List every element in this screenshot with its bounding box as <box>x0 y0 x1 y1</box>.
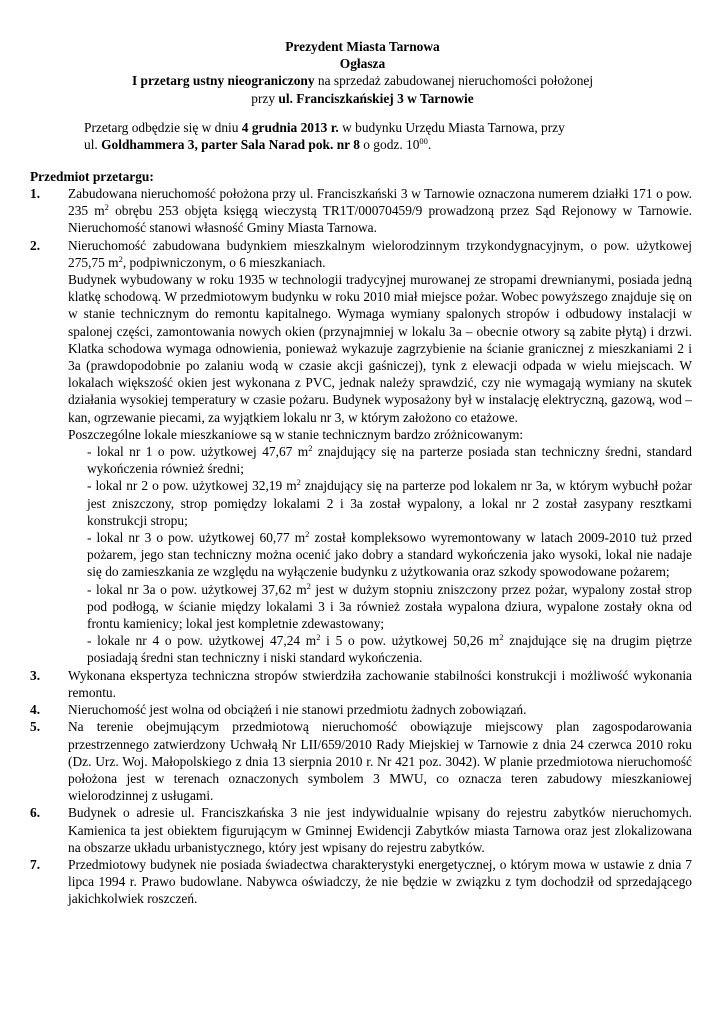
list-item: 5. Na terenie obejmującym przedmiotową nieruchomość obowiązuje miejscowy plan zagospodarowania przestrzennego zatwierdzony Uchwałą Nr LII/659/2010 Rady Miejskiej w Tarnowie z dnia 24 czerwca 2010 roku (Dz. Urz. Woj. Małopolskiego z dnia 13 sierpnia 2010 r. Nr 421 poz. 3042). W planie przedmiotowa nieruchomość położona jest w terenach oznaczonych symbolem 3 MWU, co oznacza teren zabudowy mieszkaniowej wielorodzinnej z usługami. <box>30 719 692 804</box>
list-item: 6. Budynek o adresie ul. Franciszkańska 3 nie jest indywidualnie wpisany do rejestru zabytków nieruchomych. Kamienica ta jest obiektem figurującym w Gminnej Ewidencji Zabytków miasta Tarnowa oraz jest zlokalizowana na obszarze układu urbanistycznego, który jest wpisany do rejestru zabytków. <box>30 805 692 855</box>
list-item: 3. Wykonana ekspertyza techniczna stropów stwierdziła zachowanie stabilności konstrukcji i możliwość wykonania remontu. <box>30 667 692 700</box>
building-description: Budynek wybudowany w roku 1935 w technologii tradycyjnej murowanej ze stropami drewnianymi, posiada jedną klatkę schodową. W przedmiotowym budynku w roku 2010 miał miejsce pożar. Wobec powyższego znajduje się on w stanie technicznym do remontu kapitalnego. Wymaga wymiany spalonych stropów i odbudowy instalacji w spalonej części, zamontowania nowych okien (przynajmniej w lokalu 3a – obecnie otwory są zabite płytą) i drzwi. Klatka schodowa wymaga odnowienia, ponieważ wykazuje zagrzybienie na ścianie granicznej z mieszkaniami 2 i 3a (prawdopodobnie po zalaniu wodą w czasie akcji gaśniczej), tynk z elewacji odpada w wielu miejscach. W lokalach większość okien jest wykonana z PVC, jednak należy sprawdzić, czy nie wymagają wymiany na skutek działania wysokiej temperatury w czasie pożaru. Budynek wyposażony był w instalację elektryczną, gazową, wod – kan, ogrzewanie piecami, za wyjątkiem lokalu nr 3, w którym założono co etażowe. <box>68 272 692 425</box>
list-item: 7. Przedmiotowy budynek nie posiada świadectwa charakterystyki energetycznej, o którym mowa w ustawie z dnia 7 lipca 1994 r. Prawo budowlane. Nabywca oświadczy, że nie będzie w związku z tym dochodził od sprzedającego jakichkolwiek roszczeń. <box>30 856 692 907</box>
unit-3a: - lokal nr 3a o pow. użytkowej 37,62 $m^2$ jest w dużym stopniu zniszczony przez pożar, wypalony został strop pod podłogą, w ścianie między lokalami 3 i 3a również została wypalona dziura, wypalone zostały okna od frontu kamienicy; lokal jest kompletnie zdewastowany; <box>87 580 693 632</box>
subject-list <box>30 185 692 908</box>
list-item: 1. Zabudowana nieruchomość położona przy ul. Franciszkański 3 w Tarnowie oznaczona numerem działki 171 o pow. 235 $m^2$ obrębu 253 objęta księgą wieczystą TR1T/00070459/9 prowadzoną przez Sąd Rejonowy w Tarnowie. Nieruchomość stanowi własność Gminy Miasta Tarnowa. <box>30 186 692 236</box>
tender-meeting-info: Przetarg odbędzie się w dniu 4 grudnia 2013 r. w budynku Urzędu Miasta Tarnowa, przy ul. Goldhammera 3, parter Sala Narad pok. nr 8 o godz. $10^{00}$. <box>84 120 565 153</box>
subject-heading: Przedmiot przetargu: <box>30 169 154 184</box>
list-item: 2. Nieruchomość zabudowana budynkiem mieszkalnym wielorodzinnym trzykondygnacyjnym, o pow. użytkowej 275,75 $m^2$, podpiwniczonym, o 6 mieszkaniach. Budynek wybudowany w roku 1935 w technologii tradycyjnej murowanej ze stropami drewnianymi, posiada jedną klatkę schodową. W przedmiotowym budynku w roku 2010 miał miejsce pożar. Wobec powyższego znajduje się on w stanie technicznym do remontu kapitalnego. Wymaga wymiany spalonych stropów i odbudowy instalacji w spalonej części, zamontowania nowych okien (przynajmniej w lokalu 3a – obecnie otwory są zabite płytą) i drzwi. Klatka schodowa wymaga odnowienia, ponieważ wykazuje zagrzybienie na ścianie granicznej z mieszkaniami 2 i 3a (prawdopodobnie po zalaniu wodą w czasie akcji gaśniczej), tynk z elewacji odpada w wielu miejscach. W lokalach większość okien jest wykonana z PVC, jednak należy sprawdzić, czy nie wymagają wymiany na skutek działania wysokiej temperatury w czasie pożaru. Budynek wyposażony był w instalację elektryczną, gazową, wod – kan, ogrzewanie piecami, za wyjątkiem lokalu nr 3, w którym założono co etażowe. Poszczególne lokale mieszkaniowe są w stanie technicznym bardzo zróżnicowanym: - lokal nr 1 o pow. użytkowej 47,67 $m^2$ znajdujący się na parterze posiada stan techniczny średni, standard wykończenia również średni; - lokal nr 2 o pow. użytkowej 32,19 $m^2$ znajdujący się na parterze pod lokalem nr 3a, w którym wybuchł pożar jest zniszczony, strop pomiędzy lokalami 2 i 3a został wypalony, a lokal nr 2 został zasypany resztkami konstrukcji stropu; - lokal nr 3 o pow. użytkowej 60,77 $m^2$ został kompleksowo wyremontowany w latach 2009-2010 tuż przed pożarem, jego stan techniczny można ocenić jako dobry a standard wykończenia jako wysoki, lokal nie nadaje się do zamieszkania ze względu na wyłączenie budynku z użytkowania oraz szkody spowodowane pożarem; - lokal nr 3a o pow. użytkowej 37,62 $m^2$ jest w dużym stopniu zniszczony przez pożar, wypalony został strop pod podłogą, w ścianie między lokalami 3 i 3a również została wypalona dziura, wypalone zostały okna od frontu kamienicy; lokal jest kompletnie zdewastowany; - lokale nr 4 o pow. użytkowej 47,24 $m^2$ i 5 o pow. użytkowej 50,26 $m^2$ znajdujące się na drugim piętrze posiadają średni stan techniczny i niski standard wykończenia. <box>30 237 693 666</box>
header-tender-type: I przetarg ustny nieograniczony na sprzedaż zabudowanej nieruchomości położonej <box>131 73 594 89</box>
header-location: przy ul. Franciszkańskiej 3 w Tarnowie <box>251 90 474 106</box>
unit-2: - lokal nr 2 o pow. użytkowej 32,19 $m^2$ znajdujący się na parterze pod lokalem nr 3a, w którym wybuchł pożar jest zniszczony, strop pomiędzy lokalami 2 i 3a został wypalony, a lokal nr 2 został zasypany resztkami konstrukcji stropu; <box>87 477 692 528</box>
units-intro: Poszczególne lokale mieszkaniowe są w stanie technicznym bardzo zróżnicowanym: <box>68 426 524 442</box>
tender-place: Goldhammera 3, parter Sala Narad pok. nr 8 <box>101 137 360 153</box>
list-item: 4. Nieruchomość jest wolna od obciążeń i nie stanowi przedmiotu żadnych zobowiązań. <box>30 702 527 718</box>
announcement-header <box>0 38 725 107</box>
header-issuer: Prezydent Miasta Tarnowa <box>285 39 440 54</box>
unit-3: - lokal nr 3 o pow. użytkowej 60,77 $m^2$ został kompleksowo wyremontowany w latach 2009-2010 tuż przed pożarem, jego stan techniczny można ocenić jako dobry a standard wykończenia jako wysoki, lokal nie nadaje się do zamieszkania ze względu na wyłączenie budynku z użytkowania oraz szkody spowodowane pożarem; <box>87 529 692 580</box>
tender-date: 4 grudnia 2013 r. <box>241 120 339 135</box>
unit-1: - lokal nr 1 o pow. użytkowej 47,67 $m^2$ znajdujący się na parterze posiada stan techniczny średni, standard wykończenia również średni; <box>87 443 692 477</box>
header-announces: Ogłasza <box>339 56 386 72</box>
unit-4-5: - lokale nr 4 o pow. użytkowej 47,24 $m^2$ i 5 o pow. użytkowej 50,26 $m^2$ znajdujące się na drugim piętrze posiadają średni stan techniczny i niski standard wykończenia. <box>87 632 692 666</box>
units-list <box>68 443 692 667</box>
